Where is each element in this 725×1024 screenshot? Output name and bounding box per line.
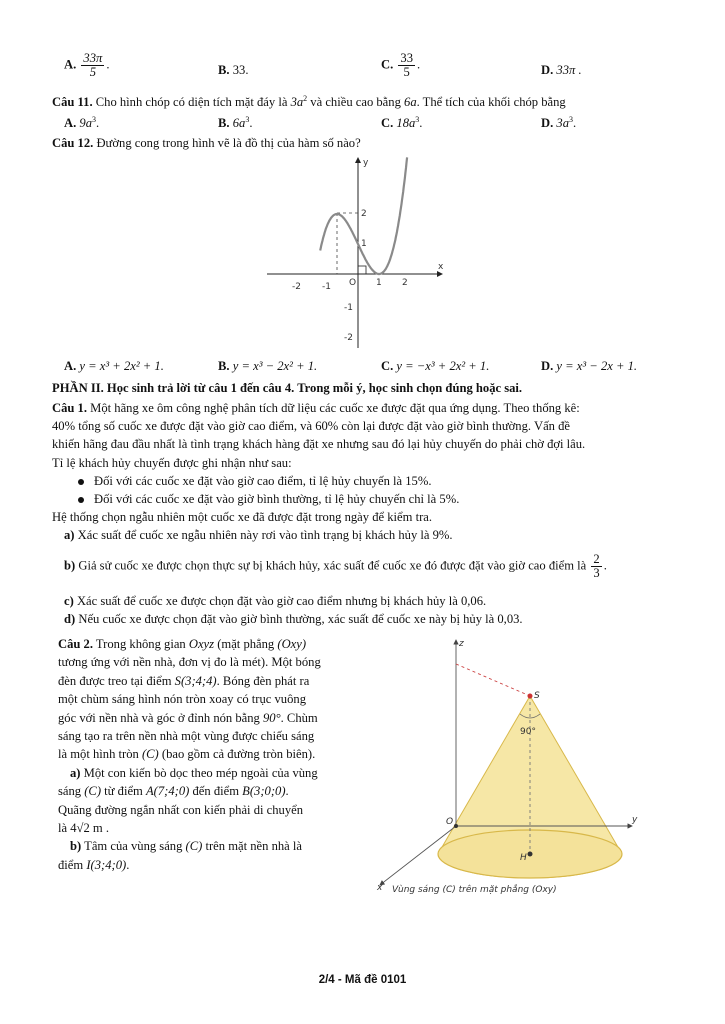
p2q2-statement-b: b) Tâm của vùng sáng (C) trên mặt nền nhà là <box>70 839 303 854</box>
q11-option-b: B. $6a^3$. <box>218 115 253 131</box>
svg-text:y: y <box>632 815 638 825</box>
q11-option-d: D. $3a^3$. <box>541 115 577 131</box>
svg-text:1: 1 <box>361 239 367 249</box>
p2q1-bullet-1: Đối với các cuốc xe đặt vào giờ cao điểm, tỉ lệ hủy chuyến là 15%. <box>52 472 674 490</box>
q12-option-d: D. y = x³ − 2x + 1. <box>541 359 638 373</box>
svg-text:-2: -2 <box>292 282 301 292</box>
svg-text:90°: 90° <box>520 727 536 737</box>
svg-text:1: 1 <box>376 278 382 288</box>
p2q2-body: Câu 2. Trong không gian Oxyz (mặt phẳng (Oxy) tương ứng với nền nhà, đơn vị đo là mét). Một bóng đèn được treo tại điểm S(3;4;4). Bóng đèn phát ra một chùm sáng hình nón tròn xoay có trục vuông góc với nền nhà và góc ở đỉnh nón bằng 90°. Chùm sáng tạo ra trên nền nhà một vùng được chiếu sáng là một hình tròn (C) (bao gồm cả đường tròn biên). a) Một con kiến bò dọc theo mép ngoài của vùng sáng (C) từ điểm A(7;4;0) đến điểm B(3;0;0). Quãng đường ngắn nhất con kiến phải di chuyển là 4√2 m . b) Tâm của vùng sáng (C) trên mặt nền nhà là điểm I(3;4;0). <box>58 635 358 874</box>
svg-text:y: y <box>363 158 369 168</box>
q12-stem: Câu 12. Đường cong trong hình vẽ là đồ thị của hàm số nào? <box>52 136 361 150</box>
svg-text:-1: -1 <box>344 303 353 313</box>
q12-option-a: A. y = x³ + 2x² + 1. <box>64 359 164 373</box>
p2q1-statement-c: c) Xác suất để cuốc xe được chọn đặt vào giờ cao điểm nhưng bị khách hủy là 0,06. <box>64 594 487 608</box>
svg-text:z: z <box>459 639 464 649</box>
p2q2-statement-a: a) Một con kiến bò dọc theo mép ngoài của vùng <box>70 765 318 780</box>
q10-option-b: B. 33. <box>218 63 249 77</box>
q12-option-b: B. y = x³ − 2x² + 1. <box>218 359 318 373</box>
p2q1-bullet-2: Đối với các cuốc xe đặt vào giờ bình thường, tỉ lệ hủy chuyến chỉ là 5%. <box>52 490 674 508</box>
svg-text:x: x <box>377 883 383 893</box>
svg-text:2: 2 <box>361 209 367 219</box>
q11-option-a: A. $9a^3$. <box>64 115 100 131</box>
bullet-icon <box>78 479 84 485</box>
svg-text:H: H <box>520 853 527 863</box>
p2q1-statement-d: d) Nếu cuốc xe được chọn đặt vào giờ bình thường, xác suất để cuốc xe này bị hủy là 0,03. <box>64 612 523 626</box>
svg-text:O: O <box>349 278 357 288</box>
q11-stem: Câu 11. Cho hình chóp có diện tích mặt đáy là $3a^2$ và chiều cao bằng 6a. Thể tích của khối chóp bằng <box>52 94 566 110</box>
p2q1-statement-a: a) Xác suất để cuốc xe ngẫu nhiên này rơi vào tình trạng bị khách hủy là 9%. <box>64 528 453 543</box>
q10-option-c: C. $\frac{33}{5}$ . <box>381 51 421 80</box>
q10-option-d: D. 33π . <box>541 63 582 77</box>
svg-text:O: O <box>446 817 454 827</box>
svg-text:x: x <box>438 262 444 272</box>
q12-graph <box>262 152 452 352</box>
svg-text:S: S <box>534 691 540 701</box>
page-footer: 2/4 - Mã đề 0101 <box>318 974 407 986</box>
svg-text:-1: -1 <box>322 282 331 292</box>
q11-option-c: C. $18a^3$. <box>381 115 423 131</box>
svg-text:-2: -2 <box>344 333 353 343</box>
part2-heading: PHẦN II. Học sinh trả lời từ câu 1 đến câu 4. Trong mỗi ý, học sinh chọn đúng hoặc sai. <box>52 381 523 395</box>
p2q1-body: Câu 1. Một hãng xe ôm công nghệ phân tích dữ liệu các cuốc xe được đặt qua ứng dụng. Theo thống kê: 40% tổng số cuốc xe được đặt vào giờ cao điểm, và 60% còn lại được đặt vào giờ bình thường. Vấn đề khiến hãng đau đầu nhất là tình trạng khách hàng đặt xe nhưng sau đó lại hủy chuyến do phải chờ đợi lâu. Tỉ lệ khách hủy chuyến được ghi nhận như sau: Đối với các cuốc xe đặt vào giờ cao điểm, tỉ lệ hủy chuyến là 15%. Đối với các cuốc xe đặt vào giờ bình thường, tỉ lệ hủy chuyến chỉ là 5%. Hệ thống chọn ngẫu nhiên một cuốc xe đã được đặt trong ngày để kiểm tra. a) Xác suất để cuốc xe ngẫu nhiên này rơi vào tình trạng bị khách hủy là 9%. <box>52 399 674 545</box>
q10-option-a: A. $\frac{33\pi}{5}$ . <box>64 51 110 80</box>
cone-figure <box>370 630 640 900</box>
q12-option-c: C. y = −x³ + 2x² + 1. <box>381 359 490 373</box>
bullet-icon <box>78 497 84 503</box>
svg-text:Vùng sáng (C) trên mặt phẳng (: Vùng sáng (C) trên mặt phẳng (Oxy) <box>392 885 557 895</box>
p2q1-statement-b: b) Giả sử cuốc xe được chọn thực sự bị khách hủy, xác suất để cuốc xe đó được đặt vào giờ cao điểm là $\frac{2}{3}$ . <box>64 552 607 581</box>
svg-text:2: 2 <box>402 278 408 288</box>
